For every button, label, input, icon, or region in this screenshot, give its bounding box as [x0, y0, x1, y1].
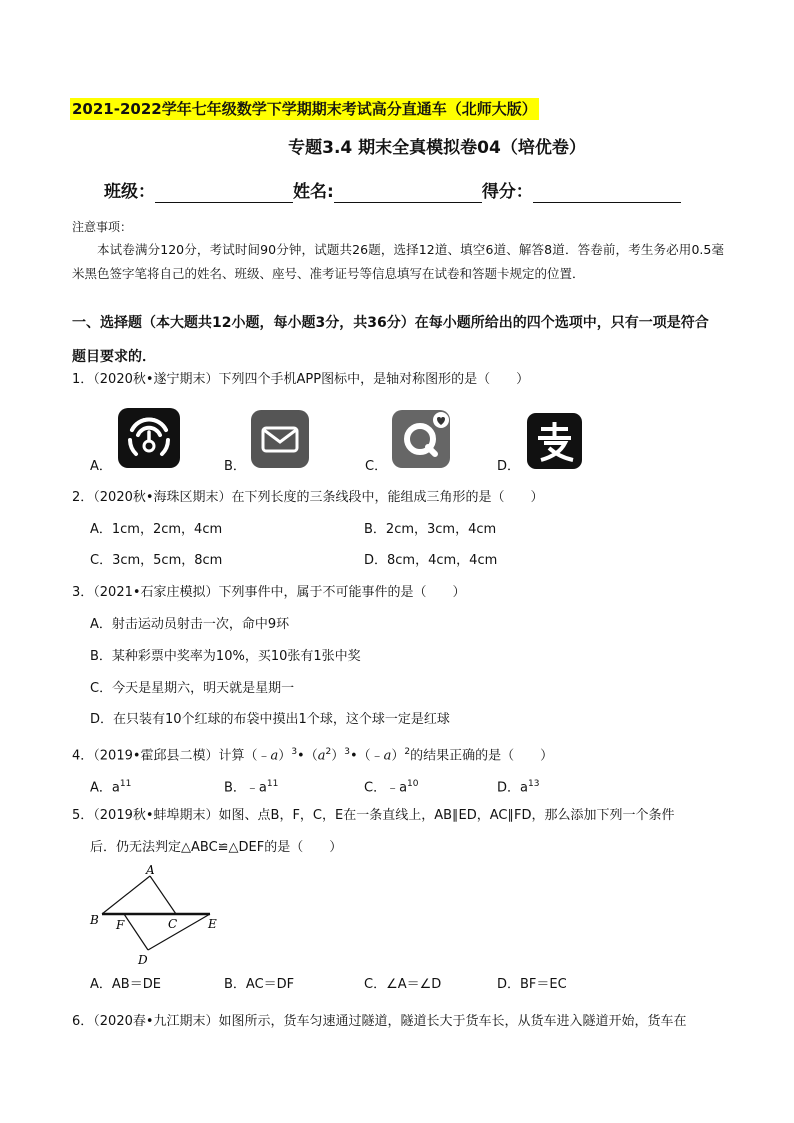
q2-option-d: D．8cm，4cm，4cm	[364, 553, 498, 568]
q1-option-a: A．	[90, 459, 112, 474]
label-e: E	[208, 917, 217, 931]
q4-option-a: A．$a^{11}$	[90, 779, 132, 796]
q2-option-b: B．2cm，3cm，4cm	[364, 522, 497, 537]
class-label: 班级：	[104, 182, 155, 202]
q5-option-c: C．∠A＝∠D	[364, 977, 442, 992]
q1-option-b: B．	[224, 459, 246, 474]
section-one-heading	[72, 306, 724, 374]
notes-body: 本试卷满分120分，考试时间90分钟，试题共26题，选择12道、填空6道、解答8道．答卷前，考生务必用0.5毫米黑色签字笔将自己的姓名、班级、座号、准考证号等信息填写在试卷和答题卡规定的位置．	[72, 242, 724, 281]
label-f: F	[116, 918, 125, 932]
q5-option-b: B．AC＝DF	[224, 977, 295, 992]
q3-option-c: C．今天是星期六，明天就是星期一	[90, 681, 295, 696]
score-blank	[533, 182, 681, 203]
q2-stem: 2．（2020秋•海珠区期末）在下列长度的三条线段中，能组成三角形的是（ ）	[72, 490, 544, 505]
class-blank	[155, 182, 293, 203]
notes-heading: 注意事项：	[72, 220, 133, 234]
q4-option-b: B．$﹣a^{11}$	[224, 779, 279, 796]
name-blank	[334, 182, 482, 203]
wifi-key-icon	[118, 408, 180, 468]
q3-stem: 3．（2021•石家庄模拟）下列事件中，属于不可能事件的是（ ）	[72, 585, 466, 600]
q4-option-d: D．$a^{13}$	[497, 779, 540, 796]
name-label: 姓名:	[293, 182, 334, 202]
q5-stem-line2: 后．仍无法判定△ABC≌△DEF的是（ ）	[90, 840, 343, 855]
section-one-line2: 题目要求的．	[72, 349, 156, 365]
q4-stem-prefix: 4．（2019•霍邱县二模）计算（﹣	[72, 748, 271, 764]
q5-option-a: A．AB＝DE	[90, 977, 161, 992]
label-a: A	[146, 863, 155, 877]
q2-option-c: C．3cm，5cm，8cm	[90, 553, 223, 568]
label-d: D	[138, 953, 148, 967]
label-b: B	[90, 913, 99, 927]
q3-option-a: A．射击运动员射击一次，命中9环	[90, 617, 290, 632]
exam-series-banner: 2021-2022学年七年级数学下学期期末考试高分直通车（北师大版）	[72, 100, 537, 118]
page-title: 专题3.4 期末全真模拟卷04（培优卷）	[288, 138, 586, 158]
mail-icon	[251, 410, 309, 468]
alipay-icon	[527, 413, 582, 469]
q5-option-d: D．BF＝EC	[497, 977, 567, 992]
search-q-icon	[392, 410, 452, 468]
q5-triangle-figure	[86, 862, 226, 968]
student-info-line	[104, 180, 681, 204]
q4-stem-suffix: 的结果正确的是（ ）	[410, 748, 554, 764]
q1-option-d: D．	[497, 459, 521, 474]
q6-stem: 6．（2020春•九江期末）如图所示，货车匀速通过隧道，隧道长大于货车长，从货车进入隧道开始，货车在	[72, 1014, 687, 1029]
label-c: C	[168, 917, 178, 931]
q2-option-a: A．1cm，2cm，4cm	[90, 522, 223, 537]
q1-stem: 1．（2020秋•遂宁期末）下列四个手机APP图标中，是轴对称图形的是（ ）	[72, 372, 530, 387]
q4-stem: 4．（2019•霍邱县二模）计算$(﹣a)^3•(a^2)^3•(﹣a)^2$的结果正确的是（ ）	[72, 747, 554, 764]
q4-option-c: C．$﹣a^{10}$	[364, 779, 419, 796]
q5-stem-line1: 5．（2019秋•蚌埠期末）如图、点B，F，C，E在一条直线上，AB∥ED，AC∥FD，那么添加下列一个条件	[72, 808, 675, 823]
section-one-line1: 一、选择题（本大题共12小题，每小题3分，共36分）在每小题所给出的四个选项中，只有一项是符合	[72, 315, 709, 331]
q3-option-b: B．某种彩票中奖率为10%，买10张有1张中奖	[90, 649, 361, 664]
score-label: 得分：	[481, 182, 533, 202]
q1-option-c: C．	[365, 459, 388, 474]
q3-option-d: D．在只装有10个红球的布袋中摸出1个球，这个球一定是红球	[90, 712, 450, 727]
